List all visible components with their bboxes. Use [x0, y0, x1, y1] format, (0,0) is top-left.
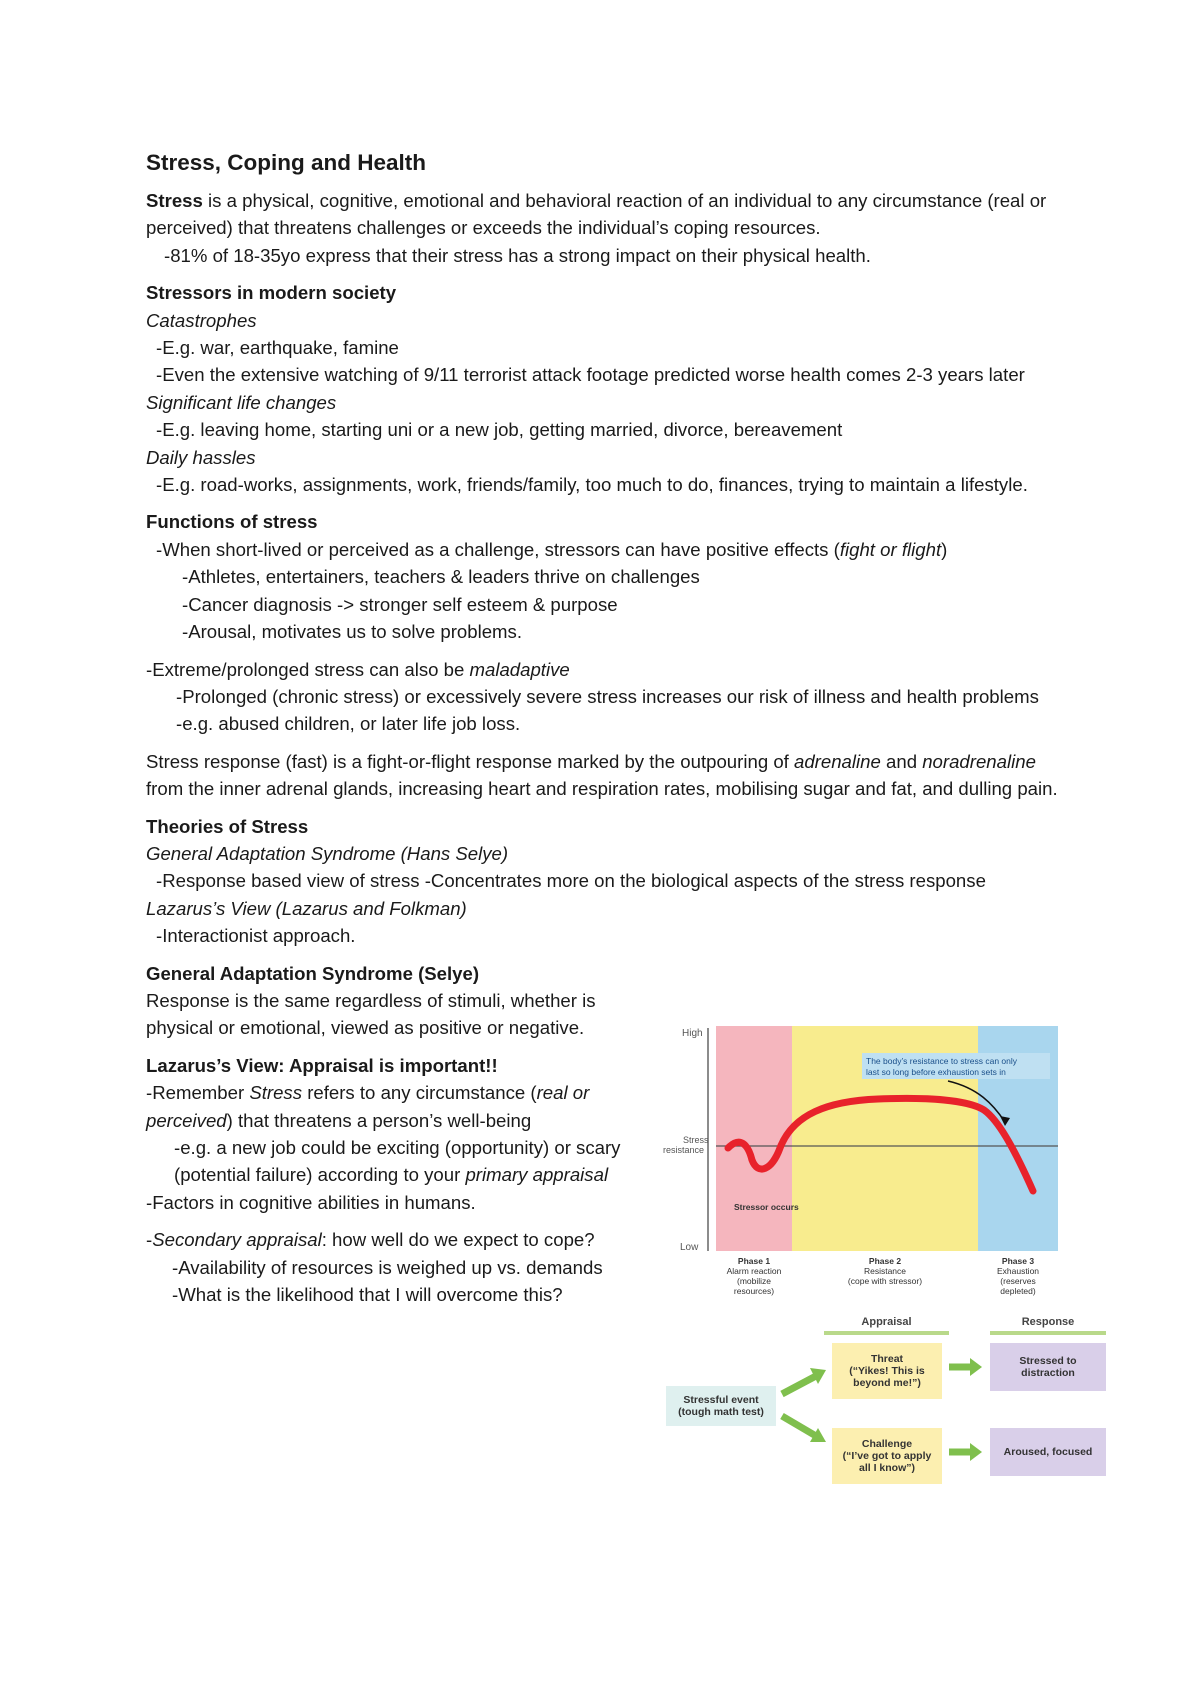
y-high-label: High [682, 1028, 703, 1039]
functions-extreme: -Extreme/prolonged stress can also be maladaptive [146, 658, 570, 680]
gas-diagram-svg [648, 1026, 1108, 1316]
annotation-line1: The body’s resistance to stress can only [866, 1056, 1018, 1066]
secondary-appraisal: -Secondary appraisal: how well do we expect to cope? [146, 1229, 595, 1251]
phase3-label [997, 1256, 1039, 1296]
phase3-desc1: (reserves [1000, 1276, 1036, 1286]
secondary-bullet: -Availability of resources is weighed up vs. demands [172, 1256, 603, 1278]
phase3-desc2: depleted) [1000, 1286, 1036, 1296]
y-low-label: Low [680, 1242, 699, 1253]
catastrophes-label: Catastrophes [146, 309, 257, 331]
lazarus-section-heading: Lazarus’s View: Appraisal is important!! [146, 1054, 498, 1076]
phase3-title: Phase 3 [1001, 1256, 1035, 1266]
stress-definition [146, 187, 1076, 242]
phase1-title: Phase 1 [737, 1256, 771, 1266]
functions-heading: Functions of stress [146, 511, 318, 533]
threat-box: Threat (“Yikes! This is beyond me!”) [832, 1343, 942, 1399]
functions-bullet: -Arousal, motivates us to solve problems. [182, 621, 522, 643]
appraisal-flow-diagram [664, 1316, 1110, 1494]
phase2-title: Phase 2 [868, 1256, 902, 1266]
page-title: Stress, Coping and Health [146, 150, 427, 175]
arrow-to-aroused-head [970, 1443, 982, 1461]
phase1-desc2: resources) [733, 1286, 775, 1296]
functions-short-lived: -When short-lived or perceived as a challenge, stressors can have positive effects (fight or flight) [156, 538, 948, 560]
functions-bullet: -Athletes, entertainers, teachers & leaders thrive on challenges [182, 566, 700, 588]
gas-theory-desc: -Response based view of stress -Concentrates more on the biological aspects of the stress response [156, 870, 986, 892]
life-changes-label: Significant life changes [146, 391, 337, 413]
secondary-bullet: -What is the likelihood that I will overcome this? [172, 1284, 563, 1306]
lazarus-remember: -Remember Stress refers to any circumstance (real or perceived) that threatens a person’s well-being [146, 1082, 590, 1131]
gas-section-body: Response is the same regardless of stimuli, whether is physical or emotional, viewed as positive or negative. [146, 989, 596, 1039]
gas-theory-label: General Adaptation Syndrome (Hans Selye) [146, 842, 509, 864]
stressors-heading: Stressors in modern society [146, 282, 397, 304]
catastrophes-example: -E.g. war, earthquake, famine [156, 337, 399, 359]
lazarus-factors: -Factors in cognitive abilities in humans. [146, 1191, 476, 1213]
stressor-label: Stressor occurs [734, 1202, 799, 1212]
stressful-event-box: Stressful event (tough math test) [666, 1386, 776, 1426]
phase1-name: Alarm reaction [726, 1266, 782, 1276]
annotation-line2: last so long before exhaustion sets in [866, 1067, 1006, 1077]
stressed-response-box: Stressed to distraction [990, 1343, 1106, 1391]
response-column-header: Response [990, 1316, 1106, 1334]
lazarus-theory-label: Lazarus’s View (Lazarus and Folkman) [146, 897, 467, 919]
definition-text: is a physical, cognitive, emotional and behavioral reaction of an individual to any circumstance (real or perceived) that threatens challenges or exceeds the individual’s coping resources. [146, 190, 1047, 239]
functions-extreme-detail: -Prolonged (chronic stress) or excessively severe stress increases our risk of illness and health problems [176, 685, 1039, 707]
arrow-to-challenge-head [810, 1428, 826, 1442]
lazarus-theory-desc: -Interactionist approach. [156, 925, 356, 947]
stress-term: Stress [146, 190, 203, 211]
phase3-name: Exhaustion [996, 1266, 1040, 1276]
theories-heading: Theories of Stress [146, 815, 309, 837]
challenge-box: Challenge (“I’ve got to apply all I know”) [832, 1428, 942, 1484]
phase1-desc1: (mobilize [736, 1276, 772, 1286]
arrow-to-challenge [782, 1416, 816, 1436]
stat-line: -81% of 18-35yo express that their stress has a strong impact on their physical health. [164, 244, 871, 266]
gas-section-heading: General Adaptation Syndrome (Selye) [146, 962, 480, 984]
functions-bullet: -Cancer diagnosis -> stronger self esteem & purpose [182, 593, 618, 615]
daily-hassles-example: -E.g. road-works, assignments, work, friends/family, too much to do, finances, trying to maintain a lifestyle. [156, 474, 1028, 496]
arrow-to-stressed-head [970, 1358, 982, 1376]
phase2-desc: (cope with stressor) [847, 1276, 923, 1286]
aroused-response-box: Aroused, focused [990, 1428, 1106, 1476]
phase2-label [848, 1256, 922, 1286]
arrow-to-threat [782, 1376, 816, 1394]
appraisal-column-header: Appraisal [824, 1316, 949, 1334]
functions-extreme-example: -e.g. abused children, or later life job loss. [176, 713, 521, 735]
stress-response-paragraph: Stress response (fast) is a fight-or-flight response marked by the outpouring of adrenaline and noradrenaline from the inner adrenal glands, increasing heart and respiration rates, mobilising sugar and fat, and dulling pain. [146, 750, 1058, 800]
arrow-to-threat-head [810, 1368, 826, 1384]
phase2-name: Resistance [863, 1266, 907, 1276]
lazarus-example: -e.g. a new job could be exciting (opportunity) or scary (potential failure) according to your primary appraisal [174, 1137, 621, 1186]
y-label-line2: resistance [663, 1145, 705, 1155]
life-changes-example: -E.g. leaving home, starting uni or a new job, getting married, divorce, bereavement [156, 419, 843, 441]
daily-hassles-label: Daily hassles [146, 446, 256, 468]
gas-diagram [648, 1026, 1108, 1316]
y-label-line1: Stress [683, 1135, 709, 1145]
phase1-label [727, 1256, 782, 1296]
catastrophes-detail: -Even the extensive watching of 9/11 terrorist attack footage predicted worse health comes 2-3 years later [156, 364, 1025, 386]
